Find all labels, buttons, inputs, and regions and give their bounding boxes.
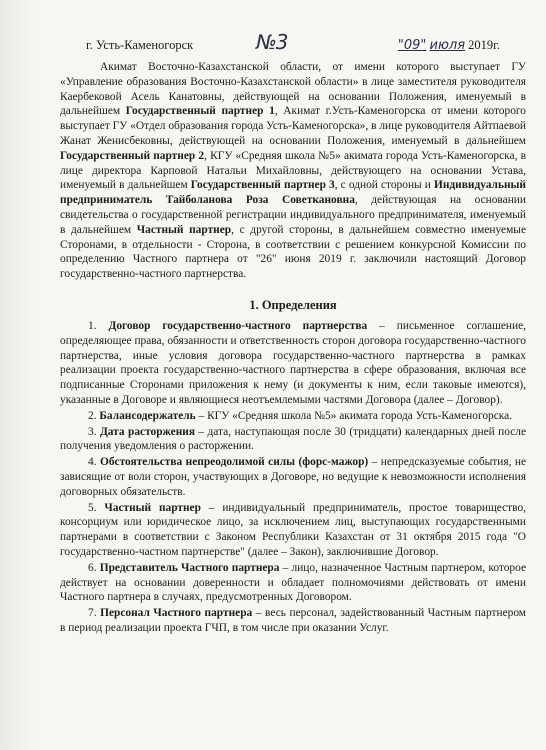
definition-text: – КГУ «Средняя школа №5» акимата города Усть-Каменогорска. <box>195 409 513 422</box>
definition-number: 5. <box>88 501 105 514</box>
preamble-text: , действующая на основании свидетельства о государственной регистрации индивидуального предпринимателя, именуемый в дальнейшем <box>60 194 526 236</box>
preamble-party-term: Государственный партнер 3 <box>190 179 335 192</box>
definition-number: 6. <box>88 561 100 574</box>
date-year: 2019г. <box>468 38 500 52</box>
header-city: г. Усть-Каменогорск <box>86 38 194 52</box>
definition-text: – дата, наступающая после 30 (тридцати) календарных дней после получения уведомления о расторжении. <box>60 425 526 453</box>
definition-item <box>60 501 526 560</box>
preamble-text: Акимат Восточно-Казахстанской области, от имени которого выступает ГУ «Управление образования Восточно-Казахстанской области» в лице заместителя руководителя Каербековой Асель Канатовны, действующей на основании Положения, именуемый в дальнейшем <box>60 61 526 118</box>
definition-item <box>60 455 526 499</box>
definition-term: Балансодержатель <box>99 409 196 422</box>
definition-text: – непредсказуемые события, не зависящие от воли сторон, участвующих в Договоре, но ведущие к невозможности исполнения договорных обязательств. <box>60 456 526 498</box>
preamble-text: , с одной стороны и <box>334 179 434 192</box>
date-month: июля <box>429 38 466 53</box>
definition-term: Персонал Частного партнера <box>100 607 253 620</box>
section-title: 1. Определения <box>249 297 337 312</box>
definition-term: Договор государственно-частного партнерства <box>108 319 368 332</box>
document-header <box>60 30 526 60</box>
definition-text: – письменное соглашение, определяющее права, обязанности и ответственность сторон договора государственно-частного партнерства, иные условия договора государственно-частного партнерства в рамках реализации проекта государственно-частного партнерства в сфере образования, включая все подписанные Сторонами приложения к нему (и документы к ним, если таковые имеются), указанные в Договоре и являющиеся неотъемлемыми частями Договора (далее – Договор). <box>60 319 527 406</box>
definition-item <box>60 425 526 455</box>
definition-text: – весь персонал, задействованный Частным партнером в период реализации проекта ГЧП, в том числе при оказании Услуг. <box>60 607 527 634</box>
definition-number: 3. <box>88 425 100 438</box>
contract-preamble <box>60 60 526 282</box>
preamble-party-term: Частный партнер <box>136 223 232 236</box>
definition-item <box>60 561 526 605</box>
definition-item <box>60 319 526 408</box>
preamble-text: , КГУ «Средняя школа №5» акимата города Усть-Каменогорска, в лице директора Карповой Натальи Михайловны, действующего на основании Устава, именуемый в дальнейшем <box>60 149 526 192</box>
preamble-text: , с другой стороны, в дальнейшем совместно именуемые Сторонами, в отдельности - Сторона, в соответствии с решением конкурсной Комиссии по определению Частного партнера от "26" июня 2019 г. заключили настоящий Договор государственно-частного партнерства. <box>60 223 527 281</box>
definition-text: – индивидуальный предприниматель, простое товарищество, консорциум или юридическое лицо, за исключением лиц, выступающих государственными партнерами в соответствии с Законом Республики Казахстан от 31 октября 2015 года "О государственно-частном партнерстве" (далее – Закон), заключившие Договор. <box>60 501 526 558</box>
preamble-party-term: Индивидуальный предприниматель Тайболанова Роза Советкановна <box>60 179 526 207</box>
definition-number: 2. <box>88 409 100 422</box>
contract-number-handwritten: №3 <box>256 30 288 54</box>
preamble-party-term: Государственный партнер 1 <box>125 105 275 118</box>
definition-term: Частный партнер <box>104 501 201 514</box>
definition-number: 4. <box>88 456 100 469</box>
definition-number: 7. <box>88 607 101 620</box>
definitions-list <box>60 319 526 636</box>
definition-term: Дата расторжения <box>99 425 196 438</box>
date-day: "09" <box>397 38 427 53</box>
preamble-text: , Акимат г.Усть-Каменогорска от имени которого выступает ГУ «Отдел образования города Усть-Каменогорска», в лице руководителя Айтпаевой Жанат Женисбековны, действующей на основании Положения, именуемый в дальнейшем <box>60 105 526 147</box>
definition-text: – лицо, назначенное Частным партнером, которое действует на основании доверенности и обладает полномочиями действовать от имени Частного партнера в случаях, предусмотренных Договором. <box>60 561 527 604</box>
definition-term: Представитель Частного партнера <box>99 561 280 574</box>
definition-item <box>60 606 526 636</box>
header-date <box>398 38 500 53</box>
definition-term: Обстоятельства непреодолимой силы (форс-мажор) <box>99 456 369 469</box>
preamble-party-term: Государственный партнер 2 <box>60 149 205 162</box>
definition-item <box>60 409 526 424</box>
definition-number: 1. <box>88 319 109 332</box>
